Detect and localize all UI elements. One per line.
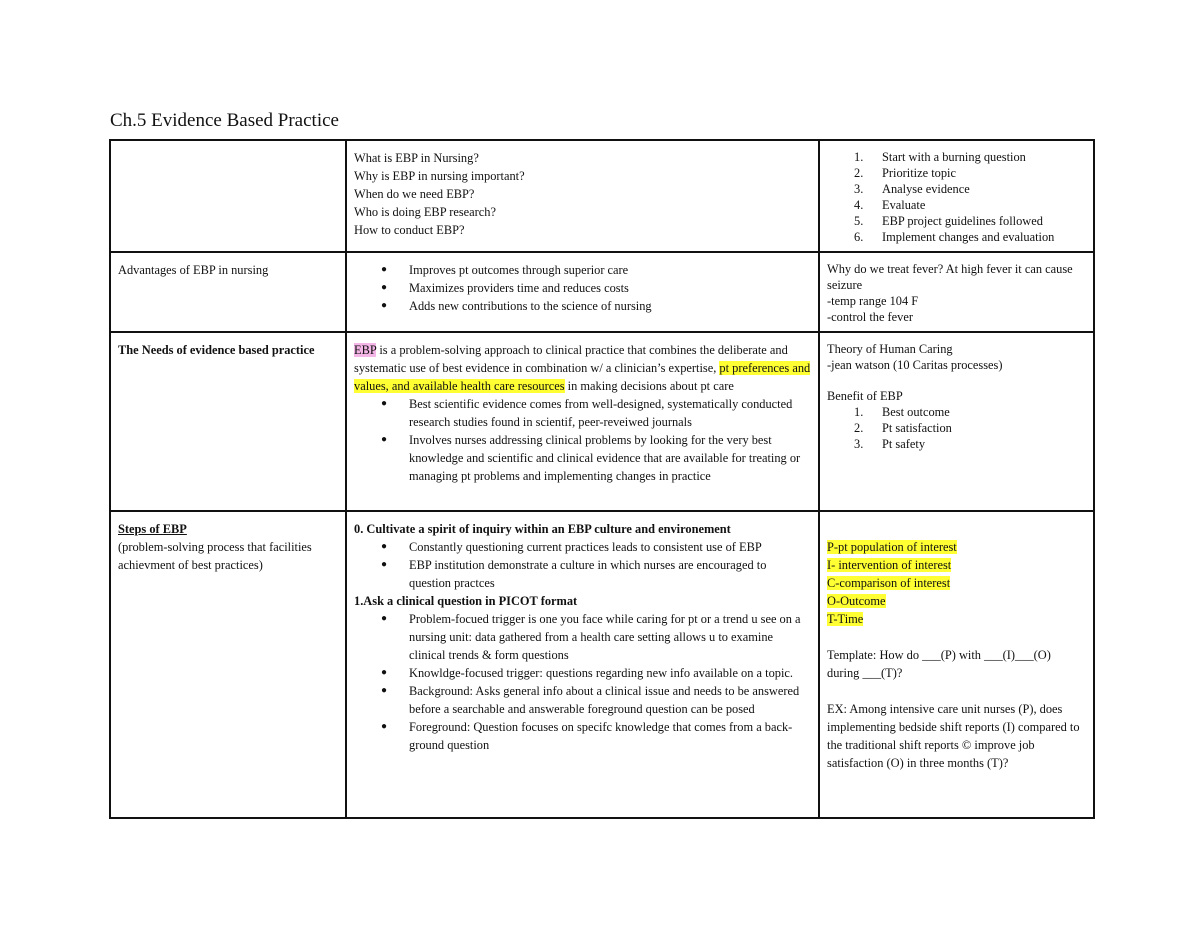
benefit-title: Benefit of EBP	[827, 389, 903, 403]
row2-middle-cell	[346, 252, 819, 332]
list-item: Implement changes and evaluation	[882, 230, 1055, 244]
table-row	[110, 252, 1094, 332]
notes-table	[109, 139, 1095, 819]
fever-note: Why do we treat fever? At high fever it can cause seizure	[827, 262, 1073, 292]
row4-middle-cell	[346, 511, 819, 818]
list-item: ● Background: Asks general info about a clinical issue and needs to be answered before a searchable and answerable foreground question can be posed	[409, 682, 811, 718]
benefit-list	[827, 404, 1086, 452]
list-item: ● EBP institution demonstrate a culture in which nurses are encouraged to question practces	[409, 556, 811, 592]
row1-left-cell	[110, 140, 346, 252]
step1-list	[354, 610, 811, 754]
picot-item: O-Outcome	[827, 594, 886, 608]
picot-example: EX: Among intensive care unit nurses (P), does implementing bedside shift reports (I) compared to the traditional shift reports © improve job satisfaction (O) in three months (T)?	[827, 702, 1080, 770]
steps-title: Steps of EBP	[118, 522, 187, 536]
question-line: When do we need EBP?	[354, 187, 475, 201]
picot-item: C-comparison of interest	[827, 576, 951, 590]
list-item: ● Adds new contributions to the science of nursing	[409, 297, 811, 315]
theory-line: -jean watson (10 Caritas processes)	[827, 358, 1003, 372]
list-item: EBP project guidelines followed	[882, 214, 1043, 228]
list-item: Best outcome	[882, 405, 950, 419]
list-item: Pt satisfaction	[882, 421, 952, 435]
row2-right-cell	[819, 252, 1094, 332]
picot-item: I- intervention of interest	[827, 558, 952, 572]
definition-text: is a problem-solving approach to clinical practice that combines the deliberate and systematic use of best evidence in combination w/ a clinician’s expertise,	[354, 343, 788, 375]
ebp-term: EBP	[354, 343, 377, 357]
list-item: ● Best scientific evidence comes from well-designed, systematically conducted research studies found in scientif, peer-reveiwed journals	[409, 395, 811, 431]
list-item: Analyse evidence	[882, 182, 970, 196]
row1-middle-cell	[346, 140, 819, 252]
list-item: Evaluate	[882, 198, 926, 212]
row3-right-cell	[819, 332, 1094, 511]
row3-left-cell: The Needs of evidence based practice	[110, 332, 346, 511]
row2-left-cell: Advantages of EBP in nursing	[110, 252, 346, 332]
theory-line: Theory of Human Caring	[827, 342, 953, 356]
advantages-list	[354, 261, 811, 315]
ebp-definition	[354, 341, 811, 395]
steps-subtitle: (problem-solving process that facilities achievment of best practices)	[118, 540, 312, 572]
list-item: ● Knowldge-focused trigger: questions regarding new info available on a topic.	[409, 664, 811, 682]
highlighted-text: pt preferences and values, and available health care resources	[354, 361, 811, 393]
picot-template: Template: How do ___(P) with ___(I)___(O) during ___(T)?	[827, 648, 1051, 680]
table-row	[110, 332, 1094, 511]
list-item: ● Improves pt outcomes through superior care	[409, 261, 811, 279]
step1-title: 1.Ask a clinical question in PICOT format	[354, 594, 578, 608]
row4-left-cell	[110, 511, 346, 818]
list-item: Pt safety	[882, 437, 926, 451]
list-item: ● Constantly questioning current practices leads to consistent use of EBP	[409, 538, 811, 556]
table-row	[110, 140, 1094, 252]
list-item: Start with a burning question	[882, 150, 1026, 164]
list-item: ● Involves nurses addressing clinical problems by looking for the very best knowledge and scientific and clinical evidence that are available for treating or managing pt problems and implementing changes in practice	[409, 431, 811, 485]
table-row	[110, 511, 1094, 818]
step0-title: 0. Cultivate a spirit of inquiry within an EBP culture and environement	[354, 522, 731, 536]
row4-right-cell	[819, 511, 1094, 818]
step0-list	[354, 538, 811, 592]
question-line: Who is doing EBP research?	[354, 205, 496, 219]
row1-right-cell	[819, 140, 1094, 252]
question-line: How to conduct EBP?	[354, 223, 465, 237]
list-item: ● Foreground: Question focuses on specifc knowledge that comes from a back-ground question	[409, 718, 811, 754]
question-line: What is EBP in Nursing?	[354, 151, 479, 165]
question-line: Why is EBP in nursing important?	[354, 169, 525, 183]
definition-text: in making decisions about pt care	[564, 379, 734, 393]
ebp-steps-list	[827, 149, 1086, 245]
list-item: ● Maximizes providers time and reduces costs	[409, 279, 811, 297]
document-title: Ch.5 Evidence Based Practice	[110, 110, 339, 131]
row3-middle-cell	[346, 332, 819, 511]
fever-note: -control the fever	[827, 310, 914, 324]
needs-list	[354, 395, 811, 485]
picot-item: T-Time	[827, 612, 864, 626]
list-item: Prioritize topic	[882, 166, 956, 180]
fever-note: -temp range 104 F	[827, 294, 919, 308]
list-item: ● Problem-focued trigger is one you face while caring for pt or a trend u see on a nursing unit: data gathered from a health care setting allows u to examine clinical trends & form questions	[409, 610, 811, 664]
picot-item: P-pt population of interest	[827, 540, 957, 554]
